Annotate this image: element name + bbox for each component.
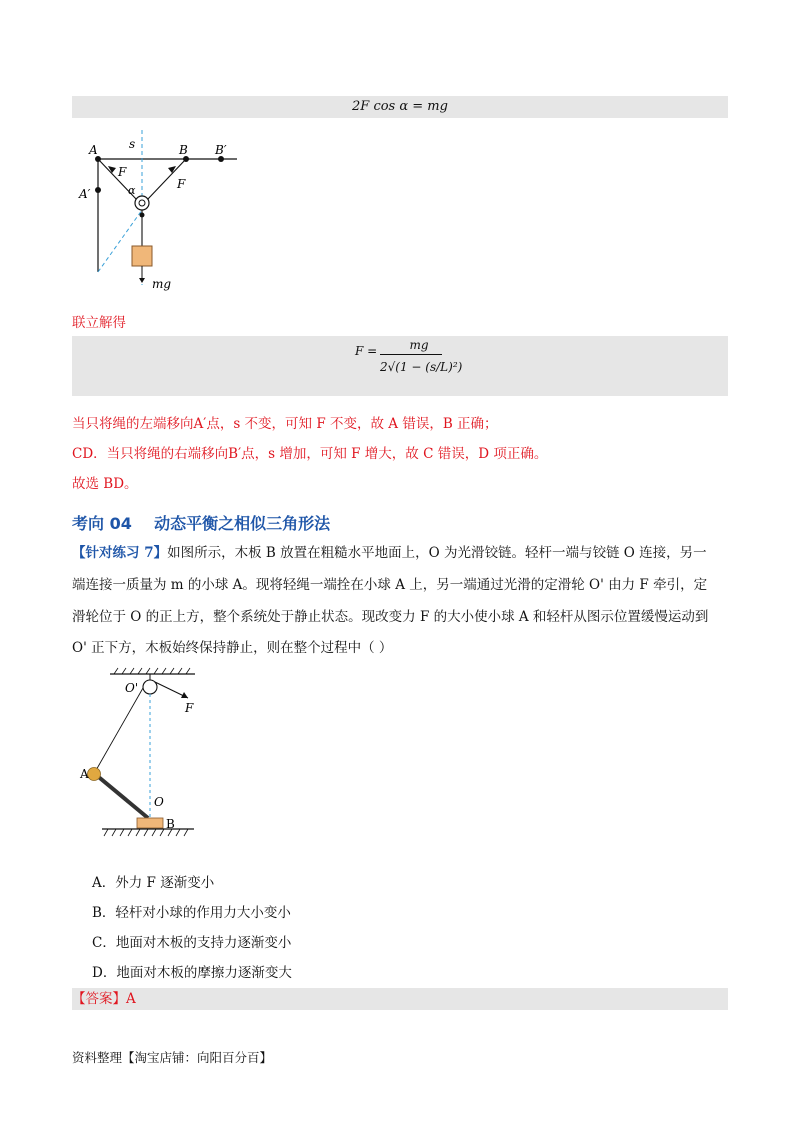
question-tag: 【针对练习 7】 xyxy=(72,545,168,561)
label-O: O xyxy=(154,795,164,809)
answer-value: A xyxy=(126,991,136,1007)
formula-numerator: mg xyxy=(409,338,429,352)
answer-band xyxy=(72,988,728,1010)
rod-pulley-diagram xyxy=(80,668,210,840)
solve-text: 联立解得 xyxy=(72,315,126,331)
option-d: D．地面对木板的摩擦力逐渐变大 xyxy=(92,965,292,981)
red-line-1: 当只将绳的左端移向A′点，s 不变，可知 F 不变，故 A 错误，B 正确； xyxy=(72,416,498,432)
answer-tag: 【答案】 xyxy=(72,991,126,1007)
question-text-1: 如图所示，木板 B 放置在粗糙水平地面上，O 为光滑铰链。轻杆一端与铰链 O 连接，另一 xyxy=(167,545,707,561)
fraction-bar xyxy=(380,354,442,355)
label-B2: B xyxy=(166,817,175,831)
label-mg: mg xyxy=(152,277,172,291)
question-line-2: 端连接一质量为 m 的小球 A。现将轻绳一端拴在小球 A 上，另一端通过光滑的定滑轮 O' 由力 F 牵引，定 xyxy=(72,577,708,593)
red-line-3: 故选 BD。 xyxy=(72,476,138,492)
option-a: A．外力 F 逐渐变小 xyxy=(92,875,215,891)
label-F: F xyxy=(185,701,194,715)
footer-text: 资料整理【淘宝店铺：向阳百分百】 xyxy=(72,1050,273,1065)
label-s: s xyxy=(129,137,136,151)
label-Ap: A′ xyxy=(79,187,91,201)
red-line-2: CD．当只将绳的右端移向B′点，s 增加，可知 F 增大，故 C 错误，D 项正确。 xyxy=(72,446,548,462)
question-line-1 xyxy=(72,543,728,563)
label-A2: A xyxy=(80,767,89,781)
question-line-4: O' 正下方，木板始终保持静止，则在整个过程中（ ） xyxy=(72,640,393,656)
section-heading: 考向 04 动态平衡之相似三角形法 xyxy=(72,514,331,533)
label-A: A xyxy=(89,143,98,157)
label-F-left: F xyxy=(118,165,127,179)
formula-denominator: 2√(1 − (s/L)²) xyxy=(380,360,463,374)
question-line-3: 滑轮位于 O 的正上方，整个系统处于静止状态。现改变力 F 的大小使小球 A 和轻杆从图示位置缓慢运动到 xyxy=(72,609,709,625)
option-b: B．轻杆对小球的作用力大小变小 xyxy=(92,905,291,921)
label-Bp: B′ xyxy=(215,143,227,157)
formula-lhs: F = xyxy=(355,344,378,358)
label-alpha: α xyxy=(128,184,136,197)
formula-band-top xyxy=(72,96,728,118)
label-Op: O' xyxy=(125,681,139,695)
label-B: B xyxy=(179,143,188,157)
option-c: C．地面对木板的支持力逐渐变小 xyxy=(92,935,292,951)
formula-top: 2F cos α = mg xyxy=(352,99,448,114)
pulley-diagram xyxy=(72,130,252,295)
label-F-right: F xyxy=(177,177,186,191)
